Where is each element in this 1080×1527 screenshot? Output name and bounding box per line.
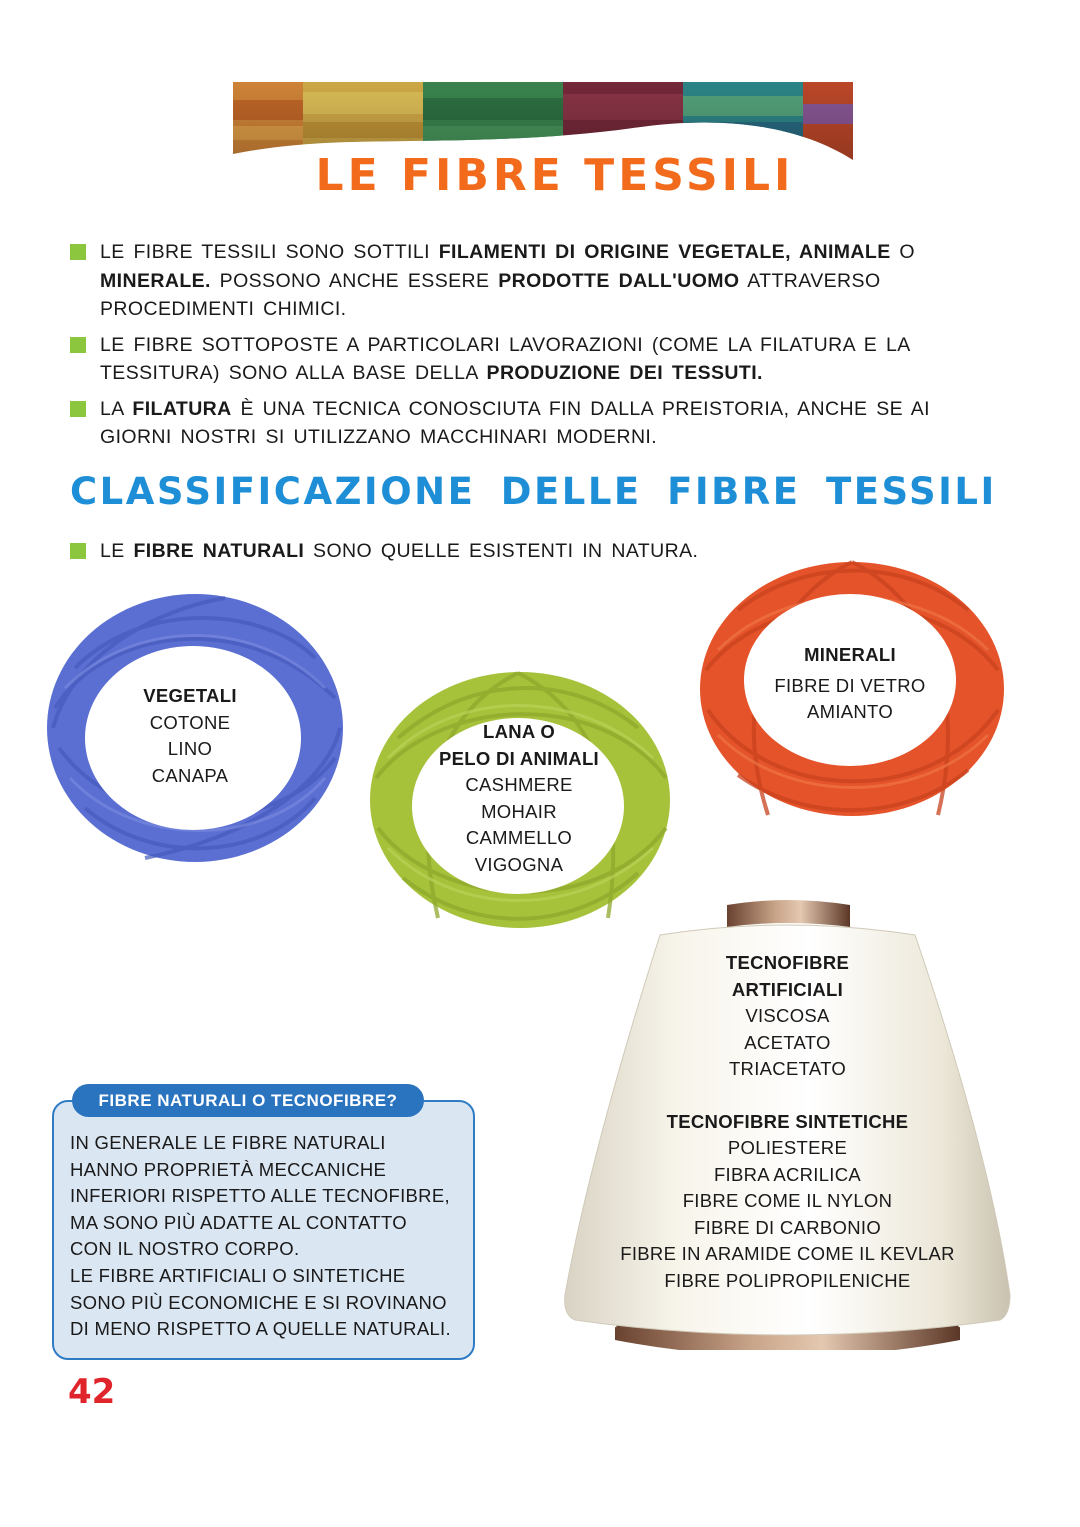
bullet-square-icon <box>70 401 86 417</box>
tecnofibre-cone <box>560 895 1015 1350</box>
artificiali-item: ACETATO <box>744 1031 831 1053</box>
text-run: È UNA TECNICA CONOSCIUTA FIN DALLA PREISTORIA, ANCHE SE AI GIORNI NOSTRI SI UTILIZZANO MACCHINARI MODERNI. <box>100 397 930 448</box>
minerali-item: AMIANTO <box>806 701 894 722</box>
bold-text-run: PRODUZIONE DEI TESSUTI. <box>486 362 763 384</box>
intro-bullet <box>70 331 970 388</box>
info-box-body <box>70 1130 470 1343</box>
minerali-item: FIBRE DI VETRO <box>774 674 926 696</box>
intro-bullet-text <box>100 241 915 320</box>
text-run: LE FIBRE TESSILI SONO SOTTILI <box>100 241 439 263</box>
text-run: ATTRAVERSO PROCEDIMENTI CHIMICI. <box>100 269 881 320</box>
intro-bullet <box>70 395 970 452</box>
info-box-line: INFERIORI RISPETTO ALLE TECNOFIBRE, <box>70 1185 450 1207</box>
animali-heading: LANA O <box>482 721 556 742</box>
yarn-ball-vegetali <box>45 588 345 868</box>
intro-bullet-list <box>70 238 970 459</box>
bold-text-run: FILATURA <box>132 397 232 420</box>
minerali-heading: MINERALI <box>804 644 896 665</box>
text-run: LA <box>100 397 133 420</box>
info-box-line: CON IL NOSTRO CORPO. <box>70 1238 300 1260</box>
info-box-line: HANNO PROPRIETÀ MECCANICHE <box>70 1158 387 1180</box>
text-run: LE <box>100 540 134 562</box>
yarn-ball-animali <box>368 668 673 933</box>
text-run: LE FIBRE SOTTOPOSTE A PARTICOLARI LAVORAZIONI (COME LA FILATURA E LA TESSITURA) SONO ALLA BASE DELLA <box>100 333 910 384</box>
bold-text-run: FIBRE NATURALI <box>133 540 305 562</box>
animali-heading: PELO DI ANIMALI <box>438 747 600 769</box>
bold-text-run: MINERALE. <box>100 269 211 292</box>
bold-text-run: PRODOTTE DALL'UOMO <box>498 269 740 292</box>
info-box-line: MA SONO PIÙ ADATTE AL CONTATTO <box>70 1211 407 1233</box>
intro-bullet-text <box>100 334 910 385</box>
vegetali-item: LINO <box>167 738 213 759</box>
section-title: CLASSIFICAZIONE DELLE FIBRE TESSILI <box>70 470 997 513</box>
yarn-ball-minerali <box>698 560 1006 818</box>
info-box-line: IN GENERALE LE FIBRE NATURALI <box>70 1132 386 1153</box>
intro-bullet-text <box>100 398 930 449</box>
natural-fibres-text <box>100 540 698 562</box>
sintetiche-item: FIBRE DI CARBONIO <box>693 1216 882 1238</box>
bullet-square-icon <box>70 337 86 353</box>
animali-item: VIGOGNA <box>474 853 564 875</box>
text-run: POSSONO ANCHE ESSERE <box>210 269 499 292</box>
animali-item: CAMMELLO <box>465 827 573 848</box>
sintetiche-heading: TECNOFIBRE SINTETICHE <box>666 1110 909 1132</box>
page-title: LE FIBRE TESSILI <box>315 150 795 201</box>
sintetiche-item: POLIESTERE <box>727 1137 848 1158</box>
intro-bullet <box>70 238 970 324</box>
vegetali-item: COTONE <box>149 711 231 733</box>
artificiali-heading: ARTIFICIALI <box>731 978 844 1000</box>
info-box-line: DI MENO RISPETTO A QUELLE NATURALI. <box>70 1318 451 1340</box>
info-box-line: LE FIBRE ARTIFICIALI O SINTETICHE <box>70 1264 406 1286</box>
info-box-title: FIBRE NATURALI O TECNOFIBRE? <box>72 1084 424 1117</box>
vegetali-item: CANAPA <box>151 764 229 786</box>
sintetiche-item: FIBRA ACRILICA <box>713 1163 862 1185</box>
info-box-line: SONO PIÙ ECONOMICHE E SI ROVINANO <box>70 1291 447 1313</box>
bullet-square-icon <box>70 244 86 260</box>
vegetali-heading: VEGETALI <box>143 685 237 706</box>
bullet-square-icon <box>70 543 86 559</box>
text-run: SONO QUELLE ESISTENTI IN NATURA. <box>304 540 699 562</box>
sintetiche-item: FIBRE IN ARAMIDE COME IL KEVLAR <box>620 1243 955 1264</box>
artificiali-item: VISCOSA <box>745 1005 830 1026</box>
sintetiche-item: FIBRE COME IL NYLON <box>682 1190 893 1211</box>
bold-text-run: FILAMENTI DI ORIGINE VEGETALE, ANIMALE <box>438 241 891 263</box>
text-run: O <box>890 241 915 263</box>
artificiali-heading: TECNOFIBRE <box>725 952 850 973</box>
artificiali-item: TRIACETATO <box>728 1058 847 1079</box>
animali-item: CASHMERE <box>465 774 573 795</box>
page-number: 42 <box>68 1372 116 1412</box>
animali-item: MOHAIR <box>481 800 557 822</box>
sintetiche-item: FIBRE POLIPROPILENICHE <box>664 1269 911 1291</box>
